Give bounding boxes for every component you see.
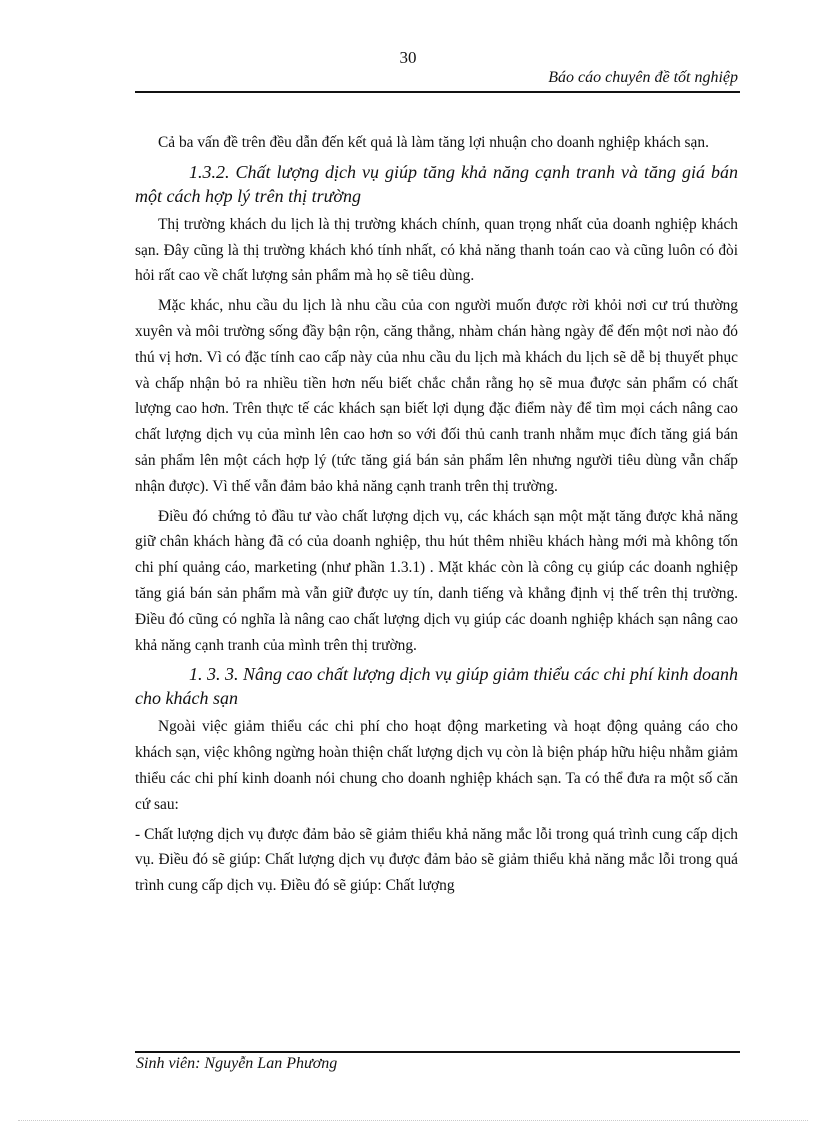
section-heading-1-3-3: 1. 3. 3. Nâng cao chất lượng dịch vụ giúp giảm thiểu các chi phí kinh doanh cho khách sạn — [135, 664, 738, 709]
document-body — [135, 130, 738, 903]
section-heading-1-3-2: 1.3.2. Chất lượng dịch vụ giúp tăng khả năng cạnh tranh và tăng giá bán một cách hợp lý trên thị trường — [135, 161, 738, 206]
bullet-item-fewer-errors: - Chất lượng dịch vụ được đảm bảo sẽ giảm thiểu khả năng mắc lỗi trong quá trình cung cấp dịch vụ. Điều đó sẽ giúp: Chất lượng dịch vụ được đảm bảo sẽ giảm thiểu khả năng mắc lỗi trong quá trình cung cấp dịch vụ. Điều đó sẽ giúp: Chất lượng — [135, 825, 738, 895]
paragraph-reduce-costs: Ngoài việc giảm thiểu các chi phí cho hoạt động marketing và hoạt động quảng cáo cho khách sạn, việc không ngừng hoàn thiện chất lượng dịch vụ còn là biện pháp hữu hiệu nhằm giảm thiểu các chi phí kinh doanh nói chung cho doanh nghiệp khách sạn. Ta có thể đưa ra một số căn cứ sau: — [135, 718, 738, 813]
paragraph-tourist-market: Thị trường khách du lịch là thị trường khách chính, quan trọng nhất của doanh nghiệp khách sạn. Đây cũng là thị trường khách khó tính nhất, có khả năng thanh toán cao và cũng luôn có đòi hỏi rất cao về chất lượng sản phẩm mà họ sẽ tiêu dùng. — [135, 215, 738, 285]
page-number: 30 — [399, 48, 417, 67]
page-edge-divider — [18, 1120, 808, 1121]
footer-author: Sinh viên: Nguyễn Lan Phương — [136, 1055, 338, 1072]
paragraph-investment-quality: Điều đó chứng tỏ đầu tư vào chất lượng dịch vụ, các khách sạn một mặt tăng được khả năng giữ chân khách hàng đã có của doanh nghiệp, thu hút thêm nhiều khách hàng mới mà không tốn chi phí quảng cáo, marketing (như phần 1.3.1) . Mặt khác còn là công cụ giúp các doanh nghiệp tăng giá bán sản phẩm mà vẫn giữ được uy tín, danh tiếng và khẳng định vị thế trên thị trường. Điều đó cũng có nghĩa là nâng cao chất lượng dịch vụ giúp các doanh nghiệp khách sạn nâng cao khả năng cạnh tranh của mình trên thị trường. — [135, 507, 738, 654]
footer-rule — [135, 1051, 740, 1053]
paragraph-tourism-demand: Mặc khác, nhu cầu du lịch là nhu cầu của con người muốn được rời khỏi nơi cư trú thường xuyên và môi trường sống đầy bận rộn, căng thẳng, nhàm chán hàng ngày để đến một nơi nào đó thú vị hơn. Vì có đặc tính cao cấp này của nhu cầu du lịch mà khách du lịch sẽ dễ bị thuyết phục và chấp nhận bỏ ra nhiều tiền hơn nếu biết chắc chắn rằng họ sẽ mua được sản phẩm có chất lượng cao hơn. Trên thực tế các khách sạn biết lợi dụng đặc điểm này để tìm mọi cách nâng cao chất lượng dịch vụ của mình lên cao hơn so với đối thủ canh tranh nhằm mục đích tăng giá bán sản phẩm lên một cách hợp lý (tức tăng giá bán sản phẩm lên nhưng người tiêu dùng vẫn chấp nhận được). Vì thế vẫn đảm bảo khả năng cạnh tranh trên thị trường. — [135, 297, 738, 495]
paragraph-conclusion: Cả ba vấn đề trên đều dẫn đến kết quả là làm tăng lợi nhuận cho doanh nghiệp khách sạn. — [158, 134, 709, 151]
header-rule — [135, 91, 740, 93]
running-header-title: Báo cáo chuyên đề tốt nghiệp — [548, 69, 738, 86]
